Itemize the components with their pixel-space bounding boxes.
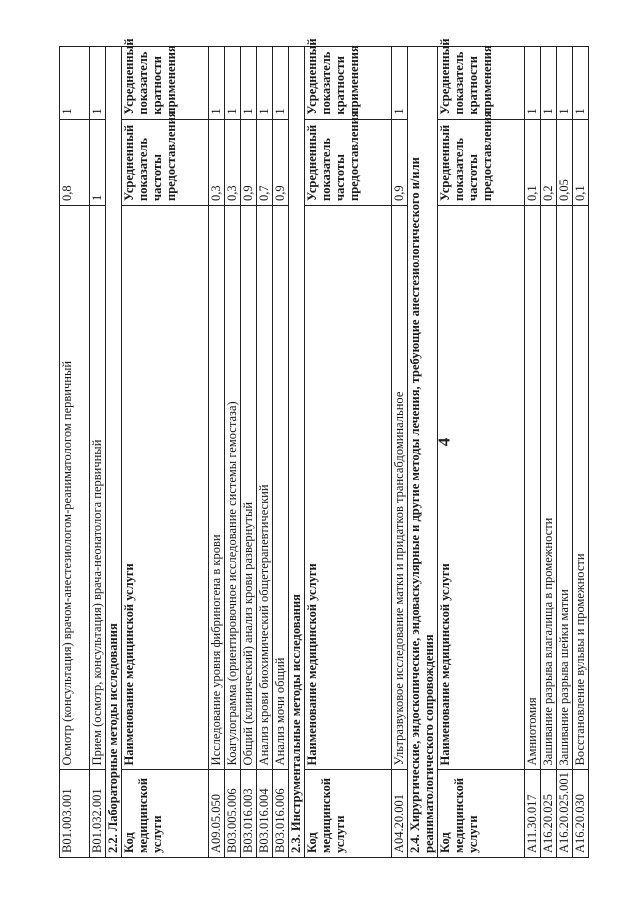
header-frequency: Усредненный показатель частоты предоставления [438,119,525,205]
header-frequency: Усредненный показатель частоты предоставления [122,119,209,205]
header-name: Наименование медицинской услуги [122,205,209,769]
header-frequency: Усредненный показатель частоты предоставления [305,119,392,205]
service-name: Анализ мочи общий [273,205,289,769]
service-code: A09.05.050 [209,770,225,858]
multiplicity-value: 1 [273,47,289,120]
header-multiplicity: Усредненный показатель кратности применения [305,47,392,120]
frequency-value: 0,9 [273,119,289,205]
service-name: Анализ крови биохимический общетерапевтический [257,205,273,769]
table-row [541,47,557,858]
service-code: A11.30.017 [525,770,541,858]
frequency-value: 1 [90,119,106,205]
section-title: 2.3. Инструментальные методы исследования [289,47,305,858]
service-code: B03.005.006 [225,770,241,858]
service-name: Прием (осмотр, консультация) врача-неонатолога первичный [90,205,106,769]
frequency-value: 0,9 [392,119,408,205]
header-row [122,47,209,858]
header-code: Код медицинской услуги [438,770,525,858]
rotated-table-container [59,38,609,858]
table-row [241,47,257,858]
section-title-row [408,47,438,858]
multiplicity-value: 1 [557,47,573,120]
service-name: Исследование уровня фибриногена в крови [209,205,225,769]
service-code: B01.032.001 [90,770,106,858]
multiplicity-value: 1 [241,47,257,120]
service-name: Ультразвуковое исследование матки и придатков трансабдоминальное [392,205,408,769]
table-row [90,47,106,858]
multiplicity-value: 1 [573,47,589,120]
multiplicity-value: 1 [257,47,273,120]
header-code: Код медицинской услуги [305,770,392,858]
page-number: 4 [434,437,454,447]
frequency-value: 0,8 [60,119,90,205]
service-code: B01.003.001 [60,770,90,858]
medical-services-table [59,38,589,858]
frequency-value: 0,9 [241,119,257,205]
table-row [392,47,408,858]
table-row [525,47,541,858]
table-row [225,47,241,858]
multiplicity-value: 1 [392,47,408,120]
frequency-value: 0,3 [225,119,241,205]
header-row [305,47,392,858]
service-code: B03.016.006 [273,770,289,858]
table-row [273,47,289,858]
service-code: A04.20.001 [392,770,408,858]
frequency-value: 0,2 [541,119,557,205]
service-code: A16.20.025 [541,770,557,858]
header-row [438,47,525,858]
frequency-value: 0,3 [209,119,225,205]
service-name: Коагулограмма (ориентировочное исследование системы гемостаза) [225,205,241,769]
section-title: 2.4. Хирургические, эндоскопические, эндоваскулярные и другие методы лечения, требующие анестезиологического и/или реаниматологического сопровождения [408,47,438,858]
table-row [60,47,90,858]
header-name: Наименование медицинской услуги [305,205,392,769]
frequency-value: 0,1 [573,119,589,205]
table-row [557,47,573,858]
section-title-row [106,47,122,858]
header-multiplicity: Усредненный показатель кратности применения [438,47,525,120]
multiplicity-value: 1 [225,47,241,120]
service-name: Общий (клинический) анализ крови развернутый [241,205,257,769]
header-code: Код медицинской услуги [122,770,209,858]
service-name: Восстановление вульвы и промежности [573,205,589,769]
frequency-value: 0,1 [525,119,541,205]
frequency-value: 0,7 [257,119,273,205]
service-code: A16.20.025.001 [557,770,573,858]
section-title: 2.2. Лабораторные методы исследования [106,47,122,858]
service-name: Осмотр (консультация) врачом-анестезиологом-реаниматологом первичный [60,205,90,769]
service-code: A16.20.030 [573,770,589,858]
service-code: B03.016.004 [257,770,273,858]
header-name: Наименование медицинской услуги [438,205,525,769]
header-multiplicity: Усредненный показатель кратности применения [122,47,209,120]
frequency-value: 0,05 [557,119,573,205]
multiplicity-value: 1 [541,47,557,120]
multiplicity-value: 1 [525,47,541,120]
multiplicity-value: 1 [90,47,106,120]
section-title-row [289,47,305,858]
service-name: Зашивание разрыва влагалища в промежности [541,205,557,769]
service-name: Зашивание разрыва шейки матки [557,205,573,769]
service-name: Амниотомия [525,205,541,769]
multiplicity-value: 1 [209,47,225,120]
service-code: B03.016.003 [241,770,257,858]
table-row [209,47,225,858]
table-row [573,47,589,858]
table-row [257,47,273,858]
multiplicity-value: 1 [60,47,90,120]
